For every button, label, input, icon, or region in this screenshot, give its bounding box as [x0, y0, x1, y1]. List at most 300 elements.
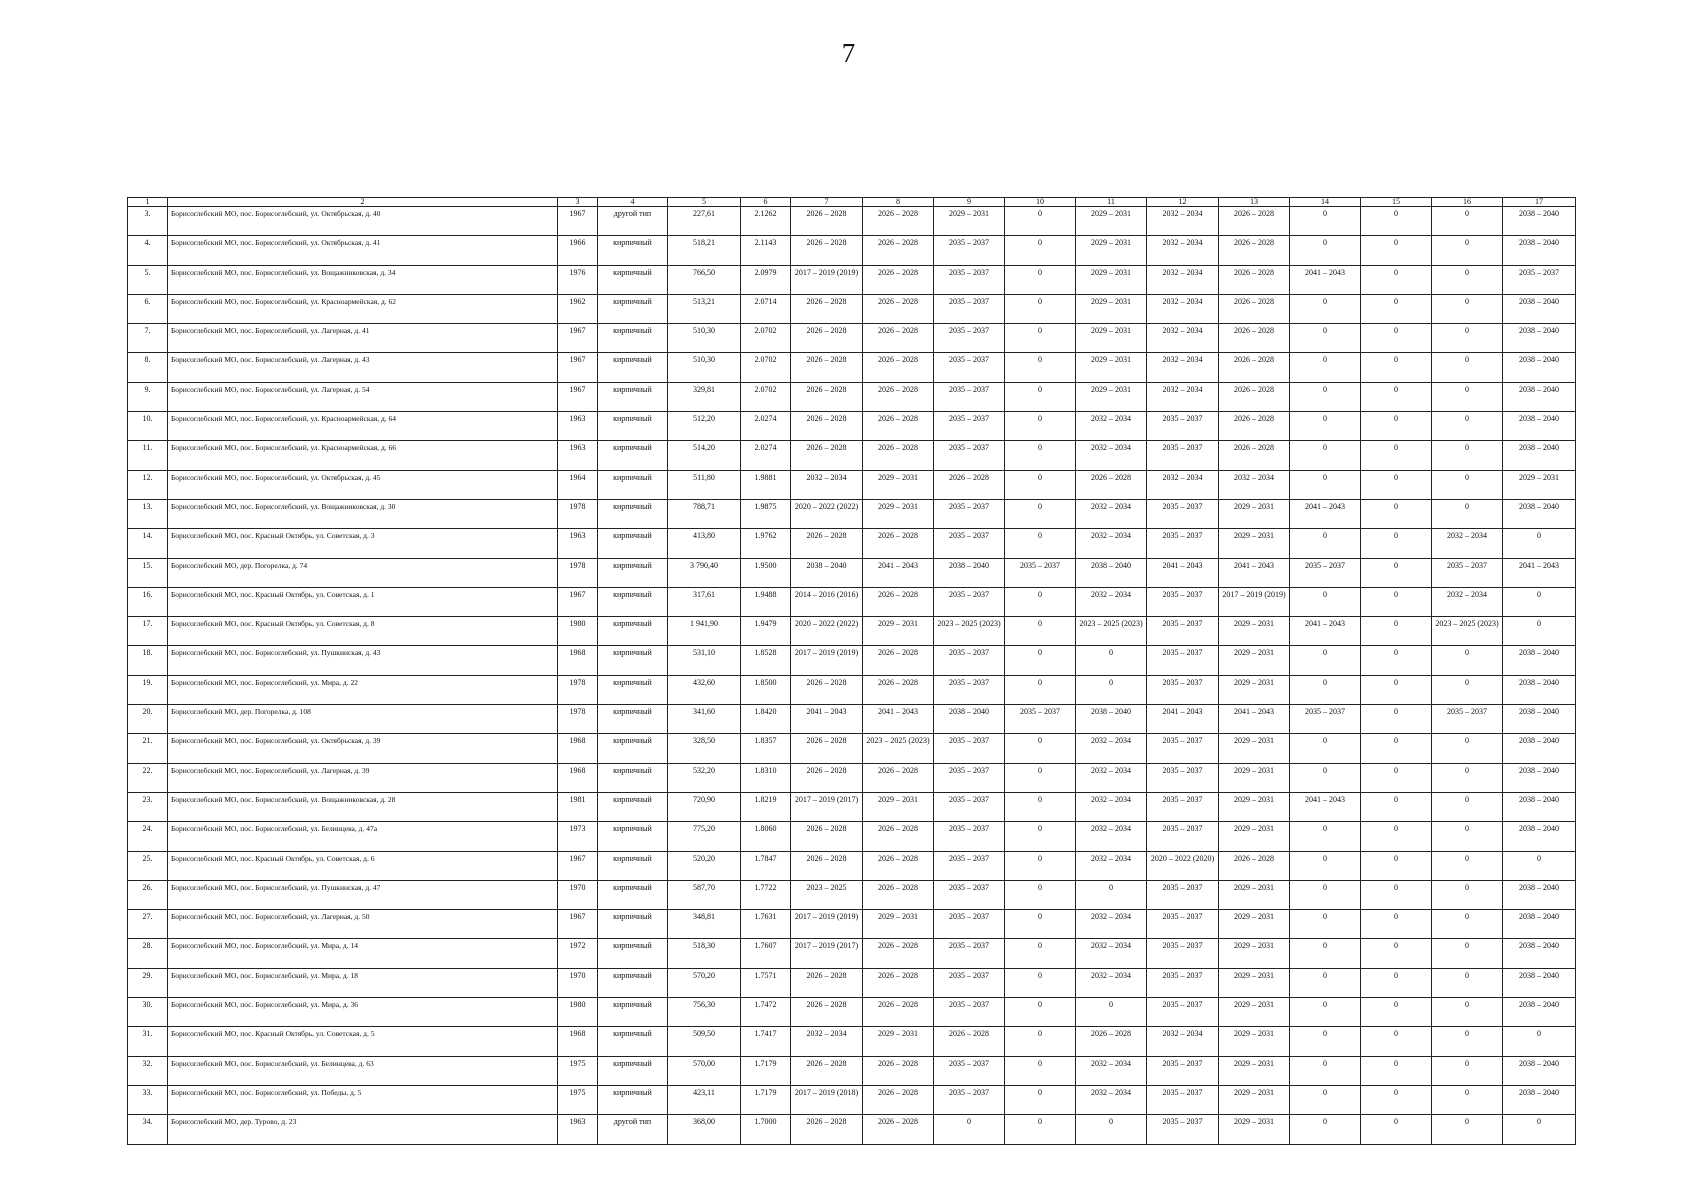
row-number-cell: 24.: [128, 822, 168, 851]
header-cell-11: 11: [1076, 198, 1147, 207]
row-number-cell: 5.: [128, 265, 168, 294]
area-cell: 532,20: [668, 763, 741, 792]
header-cell-17: 17: [1503, 198, 1576, 207]
material-cell: кирпичный: [598, 412, 668, 441]
period-cell: 2029 – 2031: [1219, 822, 1290, 851]
period-cell: 2029 – 2031: [1219, 646, 1290, 675]
period-cell: 0: [1290, 1056, 1361, 1085]
index-cell: 1.7847: [741, 851, 791, 880]
period-cell: 2029 – 2031: [863, 792, 934, 821]
table-row: [128, 1085, 1576, 1114]
address-cell: Борисоглебский МО, пос. Борисоглебский, ул. Мира, д. 14: [168, 939, 558, 968]
year-cell: 1963: [558, 441, 598, 470]
period-cell: 2035 – 2037: [1147, 939, 1219, 968]
period-cell: 0: [1361, 236, 1432, 265]
period-cell: 2035 – 2037: [1147, 998, 1219, 1027]
area-cell: 518,30: [668, 939, 741, 968]
period-cell: 0: [1290, 851, 1361, 880]
period-cell: 0: [1290, 236, 1361, 265]
period-cell: 2041 – 2043: [1219, 705, 1290, 734]
year-cell: 1963: [558, 412, 598, 441]
table-row: [128, 998, 1576, 1027]
year-cell: 1967: [558, 353, 598, 382]
row-number-cell: 13.: [128, 499, 168, 528]
period-cell: 0: [1361, 441, 1432, 470]
period-cell: 2026 – 2028: [791, 412, 863, 441]
period-cell: 2020 – 2022 (2020): [1147, 851, 1219, 880]
period-cell: 2041 – 2043: [1290, 265, 1361, 294]
period-cell: 2029 – 2031: [1219, 910, 1290, 939]
period-cell: 0: [1361, 968, 1432, 997]
header-cell-3: 3: [558, 198, 598, 207]
period-cell: 0: [1432, 382, 1503, 411]
period-cell: 2035 – 2037: [1432, 705, 1503, 734]
material-cell: кирпичный: [598, 646, 668, 675]
row-number-cell: 21.: [128, 734, 168, 763]
period-cell: 2029 – 2031: [1076, 207, 1147, 236]
period-cell: 0: [1361, 294, 1432, 323]
period-cell: 2041 – 2043: [1290, 499, 1361, 528]
period-cell: 2026 – 2028: [863, 646, 934, 675]
period-cell: 2038 – 2040: [1503, 353, 1576, 382]
period-cell: 2020 – 2022 (2022): [791, 499, 863, 528]
index-cell: 2.0702: [741, 382, 791, 411]
material-cell: кирпичный: [598, 382, 668, 411]
period-cell: 2017 – 2019 (2019): [791, 265, 863, 294]
period-cell: 2038 – 2040: [1503, 792, 1576, 821]
period-cell: 0: [1005, 646, 1076, 675]
table-row: [128, 587, 1576, 616]
period-cell: 2029 – 2031: [1076, 353, 1147, 382]
material-cell: кирпичный: [598, 529, 668, 558]
period-cell: 2026 – 2028: [863, 968, 934, 997]
material-cell: кирпичный: [598, 1027, 668, 1056]
period-cell: 2029 – 2031: [1219, 880, 1290, 909]
period-cell: 2026 – 2028: [863, 822, 934, 851]
period-cell: 2038 – 2040: [791, 558, 863, 587]
period-cell: 0: [1005, 324, 1076, 353]
period-cell: 2017 – 2019 (2019): [791, 910, 863, 939]
area-cell: 510,30: [668, 324, 741, 353]
period-cell: 2026 – 2028: [791, 324, 863, 353]
period-cell: 2026 – 2028: [934, 470, 1005, 499]
row-number-cell: 10.: [128, 412, 168, 441]
material-cell: кирпичный: [598, 910, 668, 939]
period-cell: 2041 – 2043: [1147, 705, 1219, 734]
period-cell: 2026 – 2028: [1219, 265, 1290, 294]
area-cell: 423,11: [668, 1085, 741, 1114]
row-number-cell: 3.: [128, 207, 168, 236]
area-cell: 509,50: [668, 1027, 741, 1056]
index-cell: 1.7631: [741, 910, 791, 939]
material-cell: кирпичный: [598, 587, 668, 616]
period-cell: 0: [1432, 792, 1503, 821]
index-cell: 1.9762: [741, 529, 791, 558]
row-number-cell: 16.: [128, 587, 168, 616]
period-cell: 0: [1290, 822, 1361, 851]
period-cell: 2038 – 2040: [1503, 998, 1576, 1027]
index-cell: 1.8310: [741, 763, 791, 792]
period-cell: 0: [1005, 412, 1076, 441]
address-cell: Борисоглебский МО, пос. Борисоглебский, ул. Лагерная, д. 43: [168, 353, 558, 382]
index-cell: 1.8420: [741, 705, 791, 734]
address-cell: Борисоглебский МО, дер. Погорелка, д. 74: [168, 558, 558, 587]
index-cell: 1.7000: [741, 1115, 791, 1144]
period-cell: 2035 – 2037: [934, 939, 1005, 968]
period-cell: 2035 – 2037: [934, 353, 1005, 382]
area-cell: 348,81: [668, 910, 741, 939]
period-cell: 0: [1005, 734, 1076, 763]
header-cell-6: 6: [741, 198, 791, 207]
period-cell: 2026 – 2028: [1219, 441, 1290, 470]
period-cell: 2035 – 2037: [1147, 617, 1219, 646]
row-number-cell: 23.: [128, 792, 168, 821]
period-cell: 2026 – 2028: [791, 822, 863, 851]
period-cell: 2035 – 2037: [1147, 499, 1219, 528]
period-cell: 2035 – 2037: [1147, 529, 1219, 558]
period-cell: 2035 – 2037: [1147, 587, 1219, 616]
year-cell: 1967: [558, 587, 598, 616]
period-cell: 2035 – 2037: [934, 587, 1005, 616]
period-cell: 2032 – 2034: [1076, 587, 1147, 616]
period-cell: 2035 – 2037: [934, 382, 1005, 411]
period-cell: 2026 – 2028: [863, 324, 934, 353]
table-row: [128, 939, 1576, 968]
period-cell: 0: [1503, 587, 1576, 616]
row-number-cell: 30.: [128, 998, 168, 1027]
period-cell: 0: [1005, 675, 1076, 704]
period-cell: 2032 – 2034: [1147, 324, 1219, 353]
period-cell: 0: [1361, 646, 1432, 675]
period-cell: 0: [1290, 910, 1361, 939]
period-cell: 2038 – 2040: [1503, 734, 1576, 763]
period-cell: 2029 – 2031: [1219, 529, 1290, 558]
period-cell: 2032 – 2034: [791, 470, 863, 499]
period-cell: 2029 – 2031: [863, 617, 934, 646]
period-cell: 0: [1361, 734, 1432, 763]
index-cell: 2.0979: [741, 265, 791, 294]
year-cell: 1972: [558, 939, 598, 968]
header-cell-14: 14: [1290, 198, 1361, 207]
material-cell: кирпичный: [598, 822, 668, 851]
header-cell-15: 15: [1361, 198, 1432, 207]
period-cell: 2038 – 2040: [1503, 939, 1576, 968]
header-cell-1: 1: [128, 198, 168, 207]
index-cell: 1.8219: [741, 792, 791, 821]
period-cell: 2038 – 2040: [1503, 324, 1576, 353]
period-cell: 2026 – 2028: [863, 382, 934, 411]
period-cell: 0: [1290, 763, 1361, 792]
year-cell: 1970: [558, 880, 598, 909]
period-cell: 0: [1005, 1056, 1076, 1085]
year-cell: 1975: [558, 1085, 598, 1114]
header-cell-4: 4: [598, 198, 668, 207]
index-cell: 1.7472: [741, 998, 791, 1027]
period-cell: 0: [1361, 499, 1432, 528]
table-row: [128, 646, 1576, 675]
area-cell: 413,80: [668, 529, 741, 558]
table-row: [128, 353, 1576, 382]
period-cell: 2032 – 2034: [1147, 236, 1219, 265]
address-cell: Борисоглебский МО, пос. Борисоглебский, ул. Победы, д. 5: [168, 1085, 558, 1114]
table-row: [128, 529, 1576, 558]
year-cell: 1967: [558, 851, 598, 880]
period-cell: 0: [1432, 412, 1503, 441]
period-cell: 0: [1290, 470, 1361, 499]
material-cell: кирпичный: [598, 734, 668, 763]
period-cell: 2029 – 2031: [1219, 1115, 1290, 1144]
period-cell: 2029 – 2031: [1219, 499, 1290, 528]
period-cell: 0: [1432, 851, 1503, 880]
area-cell: 570,00: [668, 1056, 741, 1085]
table-row: [128, 470, 1576, 499]
period-cell: 2026 – 2028: [863, 880, 934, 909]
material-cell: кирпичный: [598, 441, 668, 470]
material-cell: кирпичный: [598, 1056, 668, 1085]
period-cell: 2038 – 2040: [1503, 705, 1576, 734]
period-cell: 0: [1290, 441, 1361, 470]
address-cell: Борисоглебский МО, пос. Борисоглебский, ул. Лагерная, д. 50: [168, 910, 558, 939]
address-cell: Борисоглебский МО, пос. Борисоглебский, ул. Вощажниковская, д. 30: [168, 499, 558, 528]
period-cell: 0: [1361, 617, 1432, 646]
period-cell: 2029 – 2031: [1219, 1085, 1290, 1114]
period-cell: 0: [1432, 294, 1503, 323]
year-cell: 1968: [558, 646, 598, 675]
period-cell: 2041 – 2043: [1503, 558, 1576, 587]
period-cell: 2017 – 2019 (2017): [791, 939, 863, 968]
period-cell: 2026 – 2028: [863, 207, 934, 236]
year-cell: 1980: [558, 617, 598, 646]
period-cell: 2035 – 2037: [934, 529, 1005, 558]
year-cell: 1968: [558, 734, 598, 763]
period-cell: 0: [1432, 675, 1503, 704]
period-cell: 0: [1361, 470, 1432, 499]
period-cell: 0: [1290, 968, 1361, 997]
period-cell: 2029 – 2031: [1219, 675, 1290, 704]
period-cell: 0: [1290, 587, 1361, 616]
index-cell: 1.9500: [741, 558, 791, 587]
period-cell: 2026 – 2028: [863, 294, 934, 323]
material-cell: другой тип: [598, 207, 668, 236]
period-cell: 0: [1290, 324, 1361, 353]
period-cell: 0: [1503, 851, 1576, 880]
address-cell: Борисоглебский МО, пос. Красный Октябрь, ул. Советская, д. 1: [168, 587, 558, 616]
period-cell: 2041 – 2043: [863, 705, 934, 734]
period-cell: 0: [1432, 470, 1503, 499]
period-cell: 2032 – 2034: [1076, 734, 1147, 763]
period-cell: 2029 – 2031: [863, 470, 934, 499]
index-cell: 1.8357: [741, 734, 791, 763]
period-cell: 2026 – 2028: [1076, 470, 1147, 499]
area-cell: 720,90: [668, 792, 741, 821]
address-cell: Борисоглебский МО, пос. Борисоглебский, ул. Октябрьская, д. 45: [168, 470, 558, 499]
period-cell: 0: [1005, 968, 1076, 997]
year-cell: 1964: [558, 470, 598, 499]
table-row: [128, 1027, 1576, 1056]
period-cell: 2038 – 2040: [1503, 646, 1576, 675]
period-cell: 2032 – 2034: [1076, 1085, 1147, 1114]
period-cell: 2017 – 2019 (2017): [791, 792, 863, 821]
period-cell: 2035 – 2037: [934, 499, 1005, 528]
period-cell: 2026 – 2028: [791, 998, 863, 1027]
period-cell: 2029 – 2031: [1219, 968, 1290, 997]
material-cell: кирпичный: [598, 939, 668, 968]
table-row: [128, 499, 1576, 528]
page-number: 7: [841, 38, 856, 68]
period-cell: 2038 – 2040: [1503, 763, 1576, 792]
period-cell: 2035 – 2037: [1147, 880, 1219, 909]
period-cell: 2035 – 2037: [934, 265, 1005, 294]
address-cell: Борисоглебский МО, пос. Борисоглебский, ул. Вощажниковская, д. 28: [168, 792, 558, 821]
period-cell: 2026 – 2028: [863, 851, 934, 880]
period-cell: 0: [1005, 1085, 1076, 1114]
period-cell: 2035 – 2037: [1147, 822, 1219, 851]
table-row: [128, 763, 1576, 792]
year-cell: 1962: [558, 294, 598, 323]
period-cell: 0: [1005, 880, 1076, 909]
period-cell: 0: [1005, 910, 1076, 939]
table-row: [128, 558, 1576, 587]
index-cell: 1.7179: [741, 1056, 791, 1085]
period-cell: 0: [1361, 792, 1432, 821]
row-number-cell: 25.: [128, 851, 168, 880]
period-cell: 0: [1005, 353, 1076, 382]
period-cell: 2041 – 2043: [1219, 558, 1290, 587]
period-cell: 0: [1361, 880, 1432, 909]
period-cell: 0: [1361, 851, 1432, 880]
period-cell: 2035 – 2037: [1147, 792, 1219, 821]
period-cell: 0: [1503, 529, 1576, 558]
period-cell: 0: [1290, 998, 1361, 1027]
period-cell: 2026 – 2028: [1219, 207, 1290, 236]
period-cell: 2032 – 2034: [1076, 499, 1147, 528]
period-cell: 2026 – 2028: [791, 529, 863, 558]
period-cell: 0: [1005, 792, 1076, 821]
period-cell: 2038 – 2040: [1503, 207, 1576, 236]
header-cell-13: 13: [1219, 198, 1290, 207]
address-cell: Борисоглебский МО, пос. Борисоглебский, ул. Пушкинская, д. 43: [168, 646, 558, 675]
period-cell: 2017 – 2019 (2018): [791, 1085, 863, 1114]
address-cell: Борисоглебский МО, пос. Борисоглебский, ул. Красноармейская, д. 62: [168, 294, 558, 323]
period-cell: 2035 – 2037: [1290, 705, 1361, 734]
material-cell: кирпичный: [598, 880, 668, 909]
period-cell: 0: [1432, 968, 1503, 997]
period-cell: 2032 – 2034: [1432, 587, 1503, 616]
period-cell: 0: [1290, 412, 1361, 441]
index-cell: 2.1143: [741, 236, 791, 265]
period-cell: 2035 – 2037: [1147, 1056, 1219, 1085]
period-cell: 2035 – 2037: [1147, 412, 1219, 441]
period-cell: 2029 – 2031: [1076, 265, 1147, 294]
material-cell: кирпичный: [598, 353, 668, 382]
header-cell-8: 8: [863, 198, 934, 207]
period-cell: 2029 – 2031: [1219, 998, 1290, 1027]
period-cell: 2023 – 2025 (2023): [863, 734, 934, 763]
index-cell: 1.8500: [741, 675, 791, 704]
period-cell: 0: [1361, 763, 1432, 792]
period-cell: 2017 – 2019 (2019): [791, 646, 863, 675]
index-cell: 2.0274: [741, 441, 791, 470]
period-cell: 2032 – 2034: [1147, 470, 1219, 499]
table-row: [128, 734, 1576, 763]
header-cell-16: 16: [1432, 198, 1503, 207]
period-cell: 2032 – 2034: [1076, 441, 1147, 470]
period-cell: 0: [1076, 998, 1147, 1027]
year-cell: 1978: [558, 675, 598, 704]
area-cell: 514,20: [668, 441, 741, 470]
period-cell: 2026 – 2028: [863, 1115, 934, 1144]
period-cell: 2032 – 2034: [1219, 470, 1290, 499]
period-cell: 2038 – 2040: [1503, 1085, 1576, 1114]
address-cell: Борисоглебский МО, пос. Борисоглебский, ул. Мира, д. 22: [168, 675, 558, 704]
address-cell: Борисоглебский МО, пос. Борисоглебский, ул. Пушкинская, д. 47: [168, 880, 558, 909]
period-cell: 0: [1290, 207, 1361, 236]
area-cell: 317,61: [668, 587, 741, 616]
row-number-cell: 20.: [128, 705, 168, 734]
material-cell: кирпичный: [598, 851, 668, 880]
period-cell: 0: [1005, 998, 1076, 1027]
period-cell: 2029 – 2031: [1219, 1056, 1290, 1085]
table-row: [128, 265, 1576, 294]
period-cell: 2032 – 2034: [1147, 294, 1219, 323]
period-cell: 0: [1005, 529, 1076, 558]
table-row: [128, 324, 1576, 353]
area-cell: 766,50: [668, 265, 741, 294]
period-cell: 2038 – 2040: [1503, 822, 1576, 851]
area-cell: 531,10: [668, 646, 741, 675]
period-cell: 2035 – 2037: [934, 734, 1005, 763]
material-cell: кирпичный: [598, 265, 668, 294]
period-cell: 2032 – 2034: [1076, 851, 1147, 880]
index-cell: 2.0714: [741, 294, 791, 323]
period-cell: 0: [1290, 734, 1361, 763]
year-cell: 1978: [558, 558, 598, 587]
period-cell: 0: [1076, 1115, 1147, 1144]
period-cell: 0: [1361, 587, 1432, 616]
period-cell: 0: [1361, 1085, 1432, 1114]
period-cell: 2035 – 2037: [934, 1056, 1005, 1085]
period-cell: 2035 – 2037: [1503, 265, 1576, 294]
address-cell: Борисоглебский МО, пос. Борисоглебский, ул. Белинцева, д. 47а: [168, 822, 558, 851]
area-cell: 587,70: [668, 880, 741, 909]
index-cell: 1.7179: [741, 1085, 791, 1114]
row-number-cell: 12.: [128, 470, 168, 499]
material-cell: кирпичный: [598, 470, 668, 499]
period-cell: 0: [1432, 910, 1503, 939]
year-cell: 1981: [558, 792, 598, 821]
index-cell: 1.9875: [741, 499, 791, 528]
row-number-cell: 7.: [128, 324, 168, 353]
period-cell: 0: [1361, 1115, 1432, 1144]
year-cell: 1968: [558, 1027, 598, 1056]
period-cell: 0: [1432, 265, 1503, 294]
table-header-row: [128, 198, 1576, 207]
period-cell: 2032 – 2034: [1147, 382, 1219, 411]
material-cell: кирпичный: [598, 705, 668, 734]
row-number-cell: 17.: [128, 617, 168, 646]
period-cell: 0: [1432, 822, 1503, 851]
period-cell: 0: [1503, 1115, 1576, 1144]
period-cell: 2038 – 2040: [934, 558, 1005, 587]
period-cell: 2038 – 2040: [1503, 499, 1576, 528]
period-cell: 2032 – 2034: [1147, 353, 1219, 382]
period-cell: 2029 – 2031: [1219, 734, 1290, 763]
period-cell: 2026 – 2028: [1219, 353, 1290, 382]
period-cell: 2026 – 2028: [791, 763, 863, 792]
period-cell: 2026 – 2028: [863, 675, 934, 704]
period-cell: 2029 – 2031: [1076, 294, 1147, 323]
year-cell: 1967: [558, 207, 598, 236]
